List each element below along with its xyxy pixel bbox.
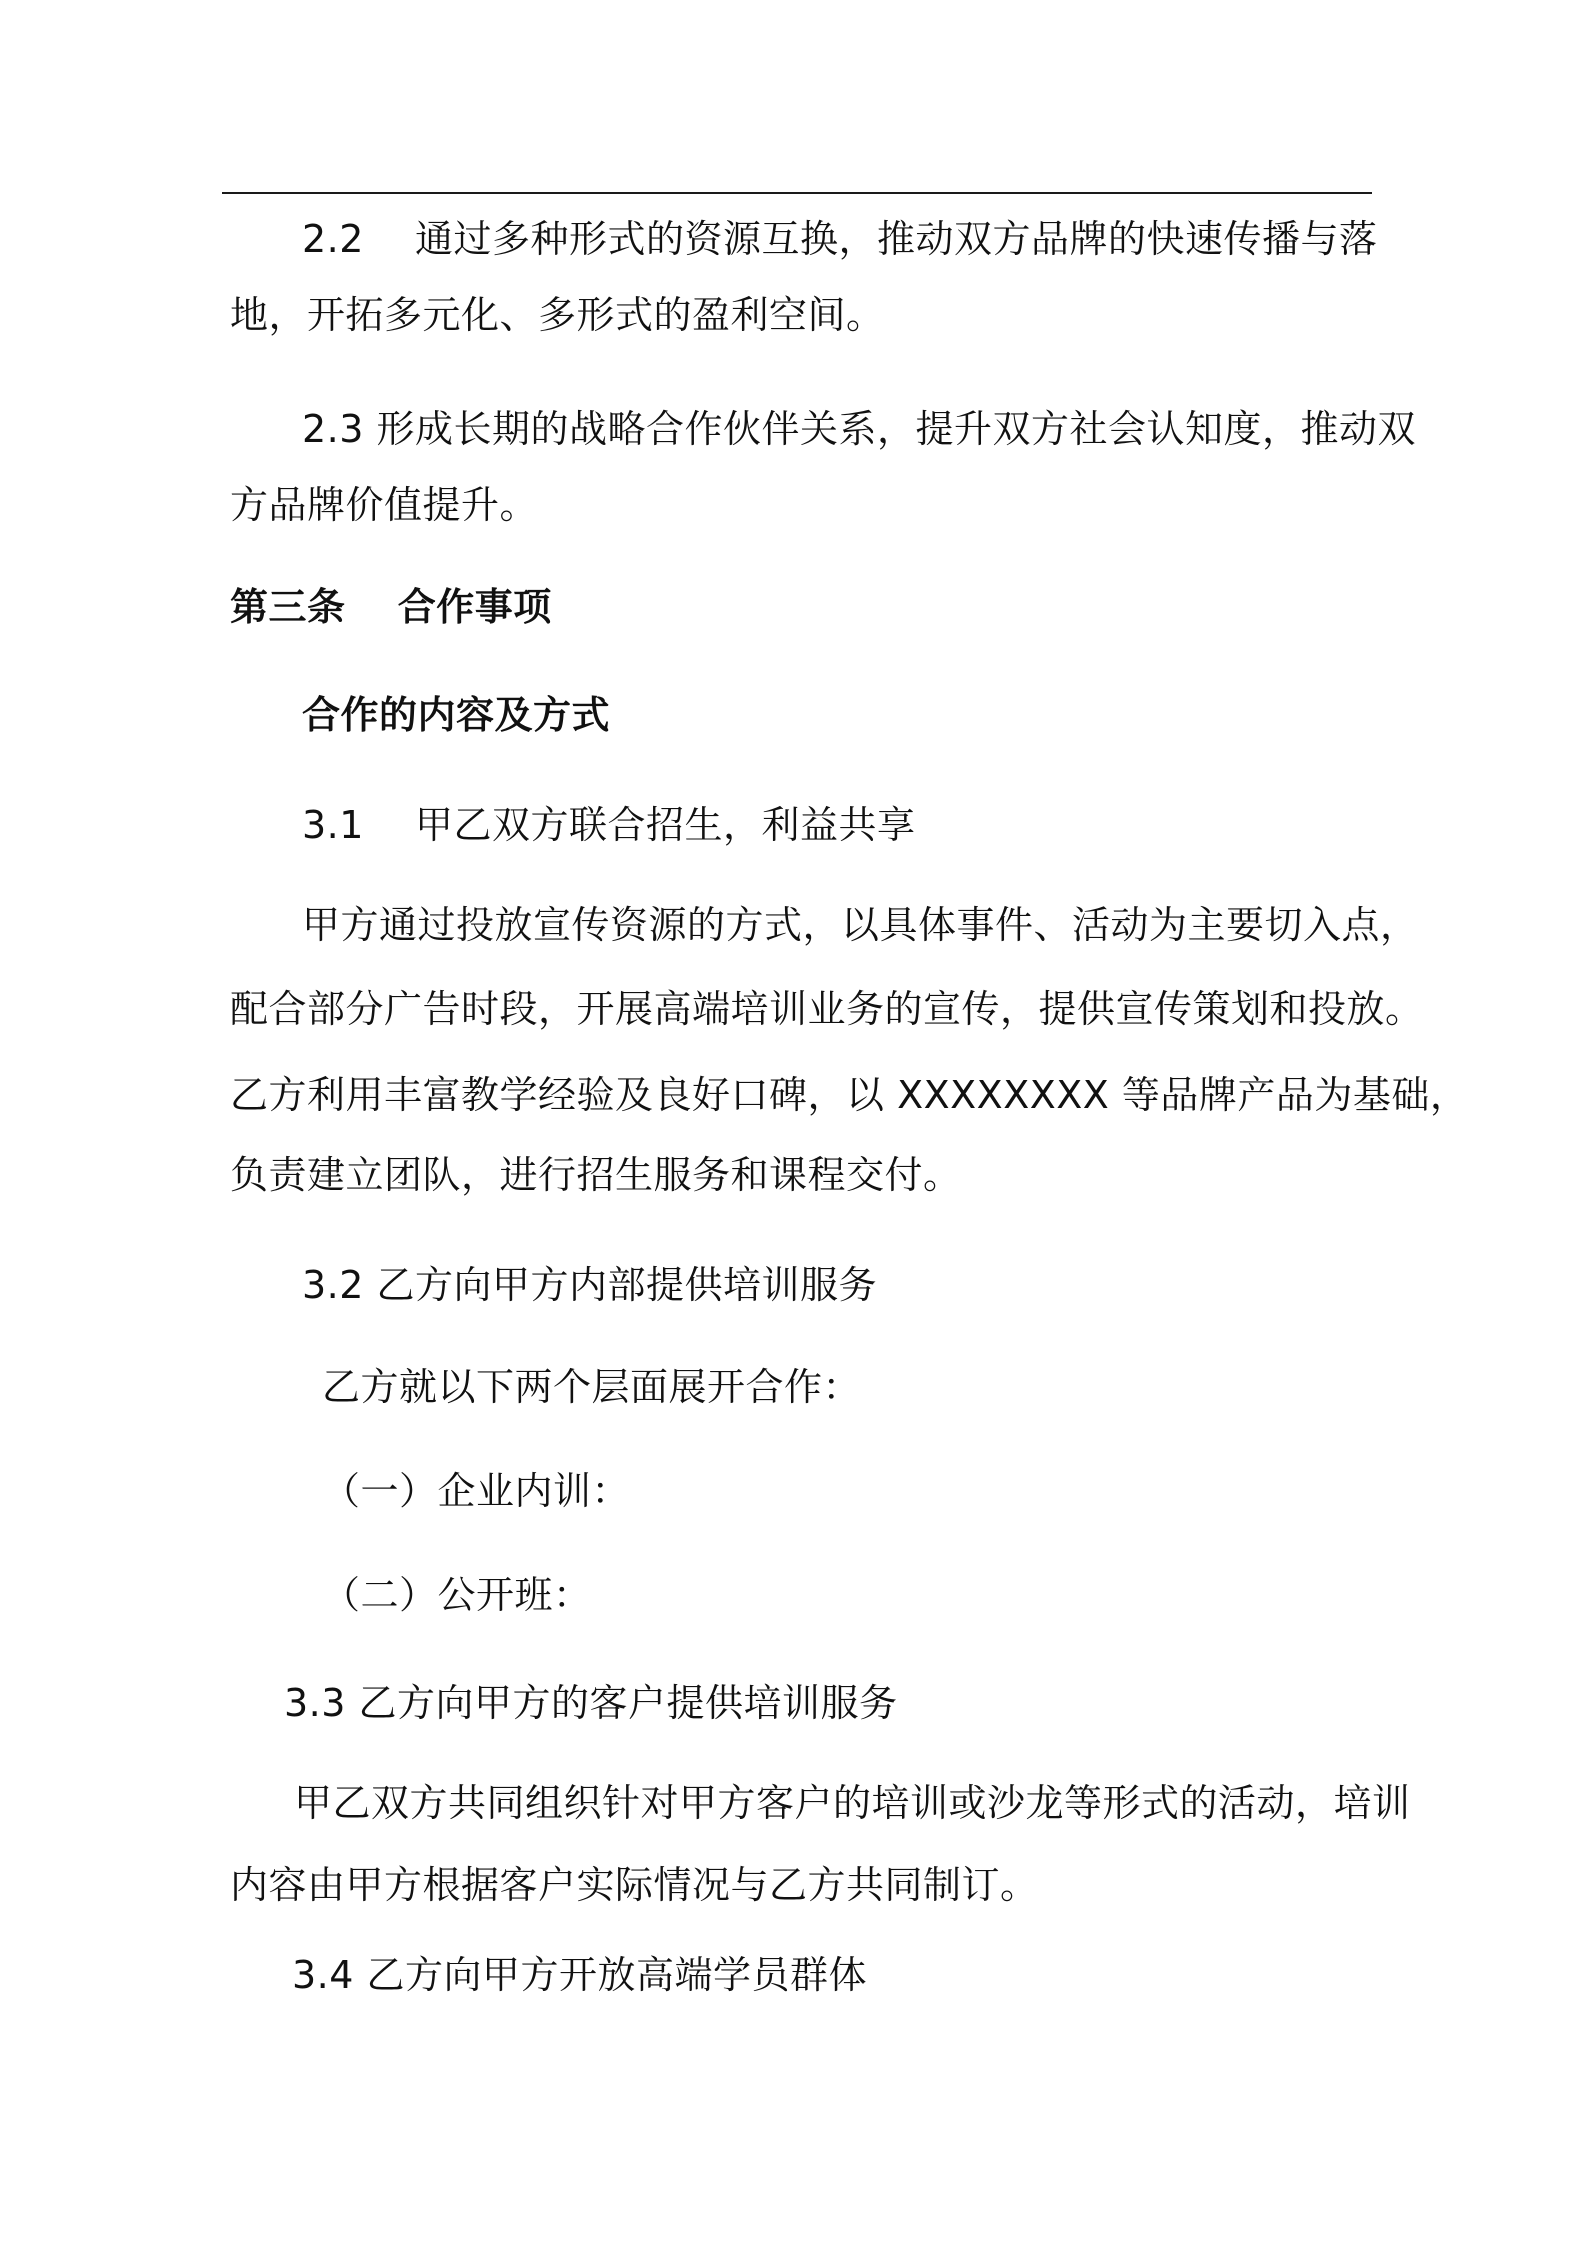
header-rule xyxy=(222,192,1372,194)
paragraph-3-1-line-2: 配合部分广告时段，开展高端培训业务的宣传，提供宣传策划和投放。 xyxy=(230,987,1424,1031)
paragraph-3-1-line-3: 乙方利用丰富教学经验及良好口碑，以 XXXXXXXX 等品牌产品为基础， xyxy=(230,1073,1469,1117)
paragraph-2-3-line-2: 方品牌价值提升。 xyxy=(230,483,539,527)
paragraph-3-1-line-4: 负责建立团队，进行招生服务和课程交付。 xyxy=(230,1153,962,1197)
article-3-heading: 第三条 合作事项 xyxy=(230,585,552,629)
paragraph-3-3-line-1: 甲乙双方共同组织针对甲方客户的培训或沙龙等形式的活动，培训 xyxy=(294,1781,1411,1825)
list-item-1: （一）企业内训： xyxy=(322,1469,631,1513)
list-item-2: （二）公开班： xyxy=(322,1573,592,1617)
item-3-4-heading: 3.4 乙方向甲方开放高端学员群体 xyxy=(292,1953,868,1997)
section-subheading: 合作的内容及方式 xyxy=(302,693,611,737)
paragraph-3-1-line-1: 甲方通过投放宣传资源的方式，以具体事件、活动为主要切入点， xyxy=(302,903,1419,947)
paragraph-3-3-line-2: 内容由甲方根据客户实际情况与乙方共同制订。 xyxy=(230,1863,1039,1907)
paragraph-2-2-line-1: 2.2 通过多种形式的资源互换，推动双方品牌的快速传播与落 xyxy=(302,217,1378,261)
paragraph-2-2-line-2: 地，开拓多元化、多形式的盈利空间。 xyxy=(230,293,885,337)
paragraph-2-3-line-1: 2.3 形成长期的战略合作伙伴关系，提升双方社会认知度，推动双 xyxy=(302,407,1417,451)
item-3-3-heading: 3.3 乙方向甲方的客户提供培训服务 xyxy=(284,1681,898,1725)
item-3-2-heading: 3.2 乙方向甲方内部提供培训服务 xyxy=(302,1263,878,1307)
item-3-1-heading: 3.1 甲乙双方联合招生，利益共享 xyxy=(302,803,916,847)
paragraph-3-2-intro: 乙方就以下两个层面展开合作： xyxy=(322,1365,862,1409)
